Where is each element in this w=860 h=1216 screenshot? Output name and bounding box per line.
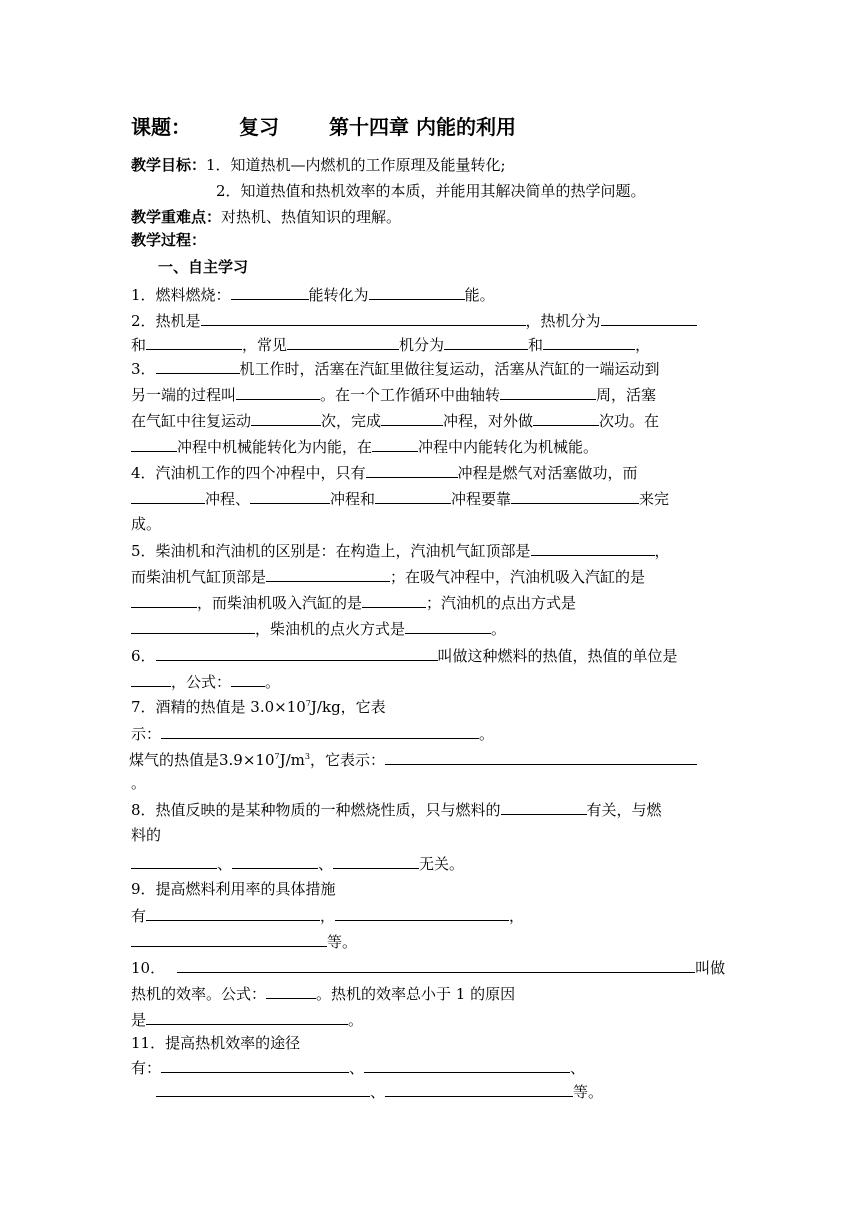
blank[interactable]	[287, 334, 399, 350]
question-5-cont	[131, 566, 731, 587]
q11-text: 、	[349, 1059, 365, 1077]
blank[interactable]	[131, 436, 177, 452]
question-10	[131, 957, 731, 978]
blank[interactable]	[266, 566, 390, 582]
section-heading: 一、自主学习	[158, 258, 249, 276]
q3-text: 3．	[131, 360, 156, 378]
process-label: 教学过程：	[131, 231, 207, 249]
question-5-cont	[131, 592, 731, 613]
question-1	[131, 284, 731, 305]
goals-label: 教学目标：	[131, 156, 207, 174]
question-9-cont	[131, 931, 731, 952]
q3-text: 另一端的过程叫	[131, 386, 237, 404]
blank[interactable]	[250, 488, 330, 504]
title-chapter: 第十四章 内能的利用	[329, 115, 516, 139]
q3-text: 在气缸中往复运动	[131, 412, 252, 430]
q7-text: 。	[131, 774, 147, 792]
lesson-title	[131, 114, 731, 140]
question-2-cont	[131, 334, 731, 355]
q5-text: ，而柴油机吸入汽缸的是	[197, 594, 363, 612]
q11-text: 等。	[573, 1083, 604, 1101]
q3-text: 次，完成	[321, 412, 382, 430]
q7-text: 7．酒精的热值是 3.0×10	[131, 698, 306, 716]
q5-text: ，柴油机的点火方式是	[255, 620, 406, 638]
blank[interactable]	[146, 334, 242, 350]
q6-text: 6．	[131, 647, 156, 665]
q2-text: 2．热机是	[131, 312, 201, 330]
blank[interactable]	[511, 488, 639, 504]
q3-text: 。在一个工作循环中曲轴转	[320, 386, 501, 404]
blank[interactable]	[385, 749, 697, 765]
q7-text: J/kg，它表	[310, 698, 386, 716]
question-2	[131, 310, 731, 331]
question-11-cont	[156, 1081, 756, 1102]
q11-text: 有：	[131, 1059, 162, 1077]
q3-text: 次功。在	[599, 412, 660, 430]
blank[interactable]	[156, 358, 240, 374]
q3-text: 周，活塞	[596, 386, 657, 404]
blank[interactable]	[335, 905, 509, 921]
goals-item-1: 1．知道热机—内燃机的工作原理及能量转化;	[206, 156, 506, 174]
blank[interactable]	[531, 540, 655, 556]
question-4-cont	[131, 514, 731, 534]
blank[interactable]	[543, 334, 635, 350]
q2-text: ，	[635, 336, 651, 354]
q8-text: 、	[217, 855, 233, 873]
question-5-cont	[131, 618, 731, 639]
q8-text: 、	[318, 855, 334, 873]
q6-text: ，公式：	[171, 673, 232, 691]
q7-text: 。	[479, 725, 495, 743]
q8-text: 料的	[131, 826, 162, 844]
q4-text: 冲程、	[205, 490, 251, 508]
question-6	[131, 645, 731, 666]
q3-text: 冲程中内能转化为机械能。	[418, 438, 599, 456]
question-7-cont	[131, 773, 731, 793]
blank[interactable]	[177, 957, 695, 973]
question-7	[131, 697, 731, 717]
blank[interactable]	[501, 799, 587, 815]
question-10-cont	[131, 983, 731, 1004]
q9-text: 9．提高燃料利用率的具体措施	[131, 880, 336, 898]
blank[interactable]	[131, 488, 205, 504]
q7-exponent: 3	[304, 752, 310, 761]
blank[interactable]	[131, 618, 255, 634]
q10-text: 叫做	[695, 959, 726, 977]
q4-text: 4．汽油机工作的四个冲程中，只有	[131, 464, 366, 482]
blank[interactable]	[156, 1081, 370, 1097]
q2-text: ，热机分为	[525, 312, 601, 330]
q7-text: 示：	[131, 725, 162, 743]
q9-text: ，	[509, 907, 525, 925]
question-7-cont	[129, 749, 729, 770]
question-5	[131, 540, 731, 561]
blank[interactable]	[306, 310, 526, 326]
goals-line-2	[216, 181, 816, 201]
blank[interactable]	[146, 905, 320, 921]
q1-text: 能转化为	[308, 286, 369, 304]
blank[interactable]	[161, 723, 479, 739]
question-8-cont	[131, 825, 731, 845]
q5-text: 。	[491, 620, 507, 638]
question-4	[131, 462, 731, 483]
question-8	[131, 799, 731, 820]
q1-text: 能。	[464, 286, 495, 304]
q9-text: 等。	[327, 933, 358, 951]
q6-text: 。	[265, 673, 281, 691]
question-6-cont	[131, 671, 731, 692]
blank[interactable]	[533, 410, 599, 426]
q6-text: 叫做这种燃料的热值，热值的单位是	[437, 647, 678, 665]
q8-text: 无关。	[419, 855, 465, 873]
blank[interactable]	[236, 384, 320, 400]
q11-text: 、	[570, 1059, 586, 1077]
title-review: 复习	[239, 115, 279, 139]
q10-text: 是	[131, 1011, 147, 1029]
blank[interactable]	[131, 853, 217, 869]
q2-text: 和	[528, 336, 544, 354]
blank[interactable]	[362, 592, 426, 608]
q5-text: ；汽油机的点出方式是	[426, 594, 577, 612]
blank[interactable]	[405, 618, 491, 634]
blank[interactable]	[366, 462, 458, 478]
q11-text: 、	[370, 1083, 386, 1101]
blank[interactable]	[156, 645, 438, 661]
q9-text: ，	[320, 907, 336, 925]
q4-text: 冲程是燃气对活塞做功，而	[457, 464, 638, 482]
blank[interactable]	[500, 384, 596, 400]
q3-text: 冲程，对外做	[443, 412, 534, 430]
q7-text: ，它表示：	[310, 751, 386, 769]
blank[interactable]	[381, 410, 443, 426]
key-points-text: 对热机、热值知识的理解。	[221, 208, 402, 226]
question-7-cont	[131, 723, 731, 744]
blank[interactable]	[369, 284, 465, 300]
blank[interactable]	[201, 310, 306, 326]
blank[interactable]	[385, 1081, 573, 1097]
blank[interactable]	[131, 592, 197, 608]
q7-exponent: 7	[274, 752, 280, 761]
blank[interactable]	[131, 931, 327, 947]
blank[interactable]	[364, 1057, 570, 1073]
q2-text: 和	[131, 336, 147, 354]
blank[interactable]	[333, 853, 419, 869]
q1-text: 1．燃料燃烧：	[131, 286, 231, 304]
q9-text: 有	[131, 907, 147, 925]
blank[interactable]	[372, 436, 418, 452]
q10-text: 热机的效率。公式：	[131, 985, 267, 1003]
question-3-cont	[131, 410, 731, 431]
blank[interactable]	[232, 853, 318, 869]
q8-text: 8．热值反映的是某种物质的一种燃烧性质，只与燃料的	[131, 801, 501, 819]
blank[interactable]	[161, 1057, 349, 1073]
q5-text: 5．柴油机和汽油机的区别是：在构造上，汽油机气缸顶部是	[131, 542, 531, 560]
q2-text: ，常见	[242, 336, 288, 354]
blank[interactable]	[266, 983, 316, 999]
title-label: 课题：	[131, 115, 191, 139]
q7-text: J/m	[279, 751, 305, 769]
q7-exponent: 7	[305, 699, 311, 708]
question-3-cont	[131, 384, 731, 405]
key-points-label: 教学重难点：	[131, 208, 222, 226]
blank[interactable]	[146, 1009, 348, 1025]
blank[interactable]	[444, 334, 528, 350]
blank[interactable]	[375, 488, 451, 504]
question-4-cont	[131, 488, 731, 509]
q2-text: 机分为	[399, 336, 445, 354]
q4-text: 来完	[639, 490, 670, 508]
q5-text: ，	[654, 542, 670, 560]
question-10-cont	[131, 1009, 731, 1030]
key-points	[131, 207, 731, 227]
blank[interactable]	[601, 310, 697, 326]
blank[interactable]	[131, 671, 171, 687]
q3-text: 冲程中机械能转化为内能，在	[177, 438, 373, 456]
q11-text: 11．提高热机效率的途径	[131, 1034, 301, 1052]
q10-text: 10．	[131, 959, 166, 977]
question-9-cont	[131, 905, 731, 926]
question-3	[131, 358, 731, 379]
q5-text: 而柴油机气缸顶部是	[131, 568, 267, 586]
q8-text: 有关，与燃	[586, 801, 662, 819]
q7-text: 煤气的热值是3.9×10	[129, 751, 275, 769]
question-3-cont	[131, 436, 731, 457]
goals-item-2: 2．知道热值和热机效率的本质，并能用其解决简单的热学问题。	[216, 182, 646, 200]
blank[interactable]	[231, 284, 309, 300]
q5-text: ；在吸气冲程中，汽油机吸入汽缸的是	[390, 568, 646, 586]
q4-text: 冲程和	[330, 490, 376, 508]
question-11-cont	[131, 1057, 731, 1078]
q10-text: 。热机的效率总小于 1 的原因	[316, 985, 516, 1003]
q10-text: 。	[348, 1011, 364, 1029]
q3-text: 机工作时，活塞在汽缸里做往复运动，活塞从汽缸的一端运动到	[239, 360, 660, 378]
question-11	[131, 1033, 731, 1053]
q4-text: 冲程要靠	[451, 490, 512, 508]
goals-line-1	[131, 155, 731, 175]
q4-text: 成。	[131, 515, 162, 533]
question-9	[131, 879, 731, 899]
question-8-cont	[131, 853, 731, 874]
blank[interactable]	[231, 671, 265, 687]
blank[interactable]	[251, 410, 321, 426]
